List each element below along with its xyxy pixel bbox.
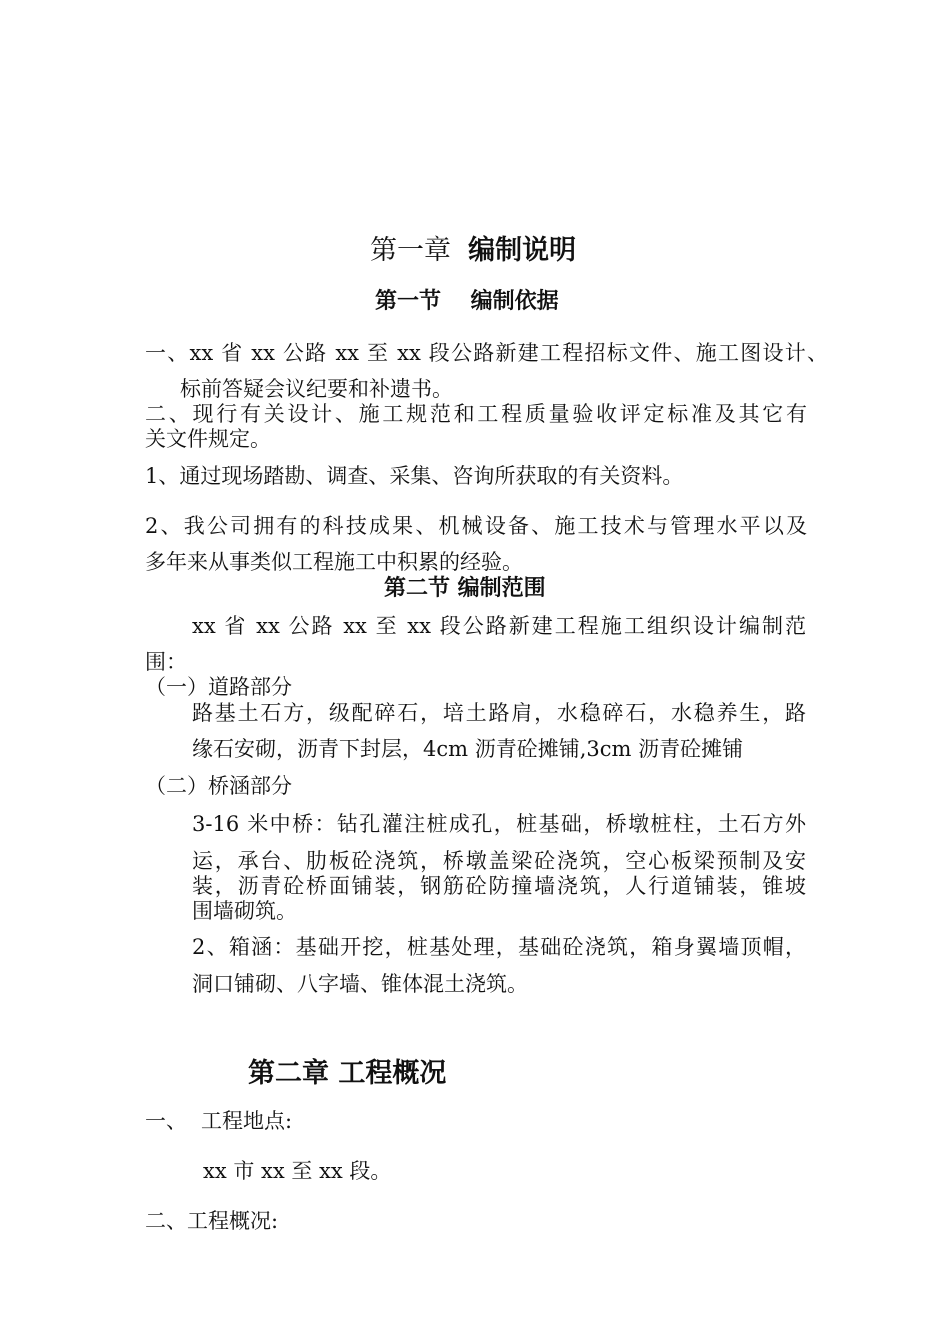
bridge-p1-line1: 3-16 米中桥：钻孔灌注桩成孔，桩基础，桥墩桩柱，土石方外 bbox=[192, 812, 806, 836]
overview-item1-label: 一、 bbox=[145, 1109, 187, 1133]
basis-item-b-line1: 二、现行有关设计、施工规范和工程质量验收评定标准及其它有 bbox=[145, 402, 807, 426]
bridge-heading: （二）桥涵部分 bbox=[145, 774, 292, 798]
section1-title: 第一节 编制依据 bbox=[375, 288, 559, 314]
basis-item-2-line1: 2、我公司拥有的科技成果、机械设备、施工技术与管理水平以及 bbox=[145, 514, 807, 538]
bridge-p1-line4: 围墙砌筑。 bbox=[192, 899, 297, 923]
chapter1-title: 编制说明 bbox=[468, 235, 577, 266]
basis-item-b-line2: 关文件规定。 bbox=[145, 427, 271, 451]
road-heading: （一）道路部分 bbox=[145, 675, 292, 699]
overview-item1-text: 工程地点: bbox=[201, 1109, 293, 1133]
basis-item-a-line1: 一、xx 省 xx 公路 xx 至 xx 段公路新建工程招标文件、施工图设计、 bbox=[145, 341, 828, 365]
chapter2-title: 第二章 工程概况 bbox=[248, 1058, 447, 1089]
overview-item2: 二、工程概况: bbox=[145, 1209, 279, 1233]
project-location: xx 市 xx 至 xx 段。 bbox=[203, 1159, 392, 1183]
road-line1: 路基土石方，级配碎石，培土路肩，水稳碎石，水稳养生，路 bbox=[192, 701, 806, 725]
chapter1-prefix: 第一章 bbox=[370, 235, 451, 266]
chapter1-heading bbox=[370, 234, 576, 268]
basis-item-a-line2: 标前答疑会议纪要和补遗书。 bbox=[180, 377, 453, 401]
bridge-p1-line3: 装，沥青砼桥面铺装，钢筋砼防撞墙浇筑，人行道铺装，锥坡 bbox=[192, 874, 806, 898]
basis-item-2-line2: 多年来从事类似工程施工中积累的经验。 bbox=[145, 550, 523, 574]
scope-intro-line1: xx 省 xx 公路 xx 至 xx 段公路新建工程施工组织设计编制范 bbox=[192, 614, 806, 638]
road-line2: 缘石安砌，沥青下封层，4cm 沥青砼摊铺,3cm 沥青砼摊铺 bbox=[192, 737, 744, 761]
basis-item-1: 1、通过现场踏勘、调查、采集、咨询所获取的有关资料。 bbox=[145, 464, 684, 488]
scope-intro-line2: 围： bbox=[145, 650, 187, 674]
bridge-p1-line2: 运，承台、肋板砼浇筑，桥墩盖梁砼浇筑，空心板梁预制及安 bbox=[192, 849, 806, 873]
culvert-line1: 2、箱涵：基础开挖，桩基处理，基础砼浇筑，箱身翼墙顶帽， bbox=[192, 935, 806, 959]
section2-title: 第二节 编制范围 bbox=[384, 575, 546, 601]
culvert-line2: 洞口铺砌、八字墙、锥体混土浇筑。 bbox=[192, 972, 528, 996]
